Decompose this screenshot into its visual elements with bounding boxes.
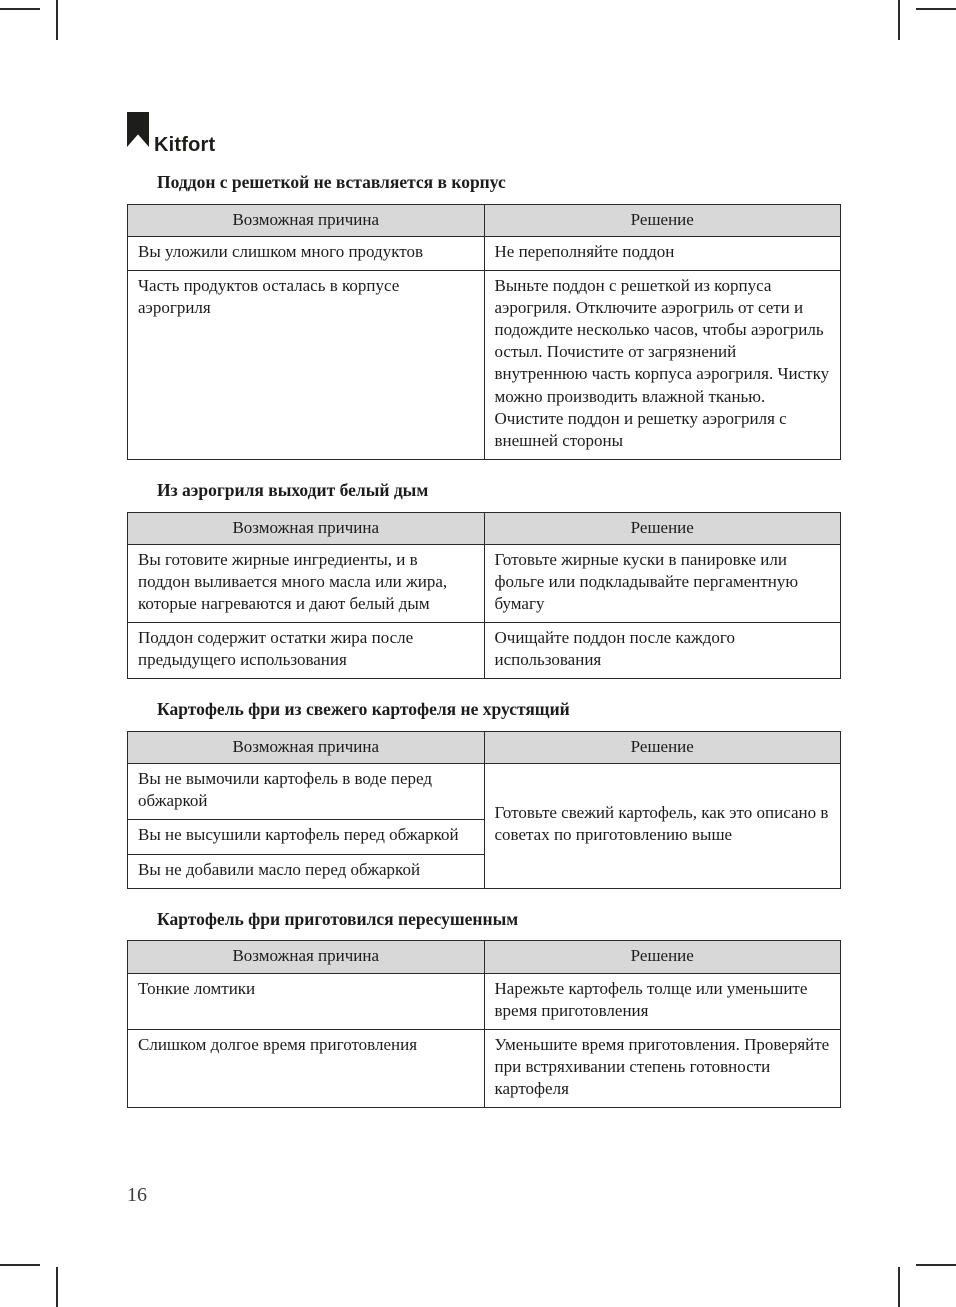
table-cell-cause: Часть продуктов осталась в корпусе аэрогриля	[128, 271, 485, 460]
table-cell-cause: Вы уложили слишком много продуктов	[128, 236, 485, 270]
table-row	[128, 1029, 841, 1107]
section-heading: Картофель фри из свежего картофеля не хрустящий	[157, 699, 570, 720]
table-cell-cause: Слишком долгое время приготовления	[128, 1029, 485, 1107]
table-header-row	[128, 512, 841, 544]
crop-mark	[56, 1267, 58, 1307]
table-row	[128, 544, 841, 622]
table-cell-cause: Вы не высушили картофель перед обжаркой	[128, 820, 485, 854]
troubleshooting-table	[127, 940, 841, 1108]
section-heading: Поддон с решеткой не вставляется в корпус	[157, 172, 506, 192]
table-header-row	[128, 204, 841, 236]
section-heading: Из аэрогриля выходит белый дым	[157, 479, 429, 500]
page-content	[127, 110, 841, 1108]
page-number: 16	[127, 1184, 147, 1206]
crop-mark	[0, 1264, 40, 1266]
crop-mark	[916, 1264, 956, 1266]
table-header-solution: Решение	[484, 512, 841, 544]
table-cell-solution: Очищайте поддон после каждого использования	[484, 623, 841, 679]
table-cell-cause: Поддон содержит остатки жира после предыдущего использования	[128, 623, 485, 679]
crop-mark	[898, 0, 900, 40]
table-header-row	[128, 732, 841, 764]
section-heading: Картофель фри приготовился пересушенным	[157, 908, 519, 929]
table-header-cause: Возможная причина	[128, 512, 485, 544]
troubleshooting-table	[127, 731, 841, 888]
table-cell-cause: Вы не вымочили картофель в воде перед обжаркой	[128, 764, 485, 820]
table-cell-cause: Тонкие ломтики	[128, 973, 485, 1029]
table-header-solution: Решение	[484, 204, 841, 236]
table-row	[128, 764, 841, 820]
kitfort-flag-icon	[127, 112, 149, 147]
table-header-solution: Решение	[484, 941, 841, 973]
table-cell-solution: Выньте поддон с решеткой из корпуса аэрогриля. Отключите аэрогриль от сети и подождите несколько часов, чтобы аэрогриль остыл. Почистите от загрязнений внутреннюю часть корпуса аэрогриля. Чистку можно производить влажной тканью. Очистите поддон и решетку аэрогриля с внешней стороны	[484, 271, 841, 460]
crop-mark	[0, 8, 40, 10]
table-cell-solution: Готовьте жирные куски в панировке или фольге или подкладывайте пергаментную бумагу	[484, 544, 841, 622]
table-row	[128, 973, 841, 1029]
table-cell-cause: Вы готовите жирные ингредиенты, и в поддон выливается много масла или жира, которые нагреваются и дают белый дым	[128, 544, 485, 622]
table-row	[128, 623, 841, 679]
table-cell-solution: Нарежьте картофель толще или уменьшите время приготовления	[484, 973, 841, 1029]
table-header-cause: Возможная причина	[128, 941, 485, 973]
crop-mark	[898, 1267, 900, 1307]
table-header-cause: Возможная причина	[128, 732, 485, 764]
table-cell-solution: Уменьшите время приготовления. Проверяйте при встряхивании степень готовности картофеля	[484, 1029, 841, 1107]
table-row	[128, 271, 841, 460]
table-header-row	[128, 941, 841, 973]
table-row	[128, 236, 841, 270]
troubleshooting-table	[127, 204, 841, 460]
kitfort-logo	[127, 110, 841, 160]
table-cell-solution: Не переполняйте поддон	[484, 236, 841, 270]
kitfort-wordmark: Kitfort	[154, 134, 216, 156]
table-cell-solution-merged: Готовьте свежий картофель, как это описано в советах по приготовлению выше	[484, 764, 841, 888]
table-cell-cause: Вы не добавили масло перед обжаркой	[128, 854, 485, 888]
table-header-cause: Возможная причина	[128, 204, 485, 236]
crop-mark	[56, 0, 58, 40]
table-header-solution: Решение	[484, 732, 841, 764]
crop-mark	[916, 8, 956, 10]
troubleshooting-table	[127, 512, 841, 680]
